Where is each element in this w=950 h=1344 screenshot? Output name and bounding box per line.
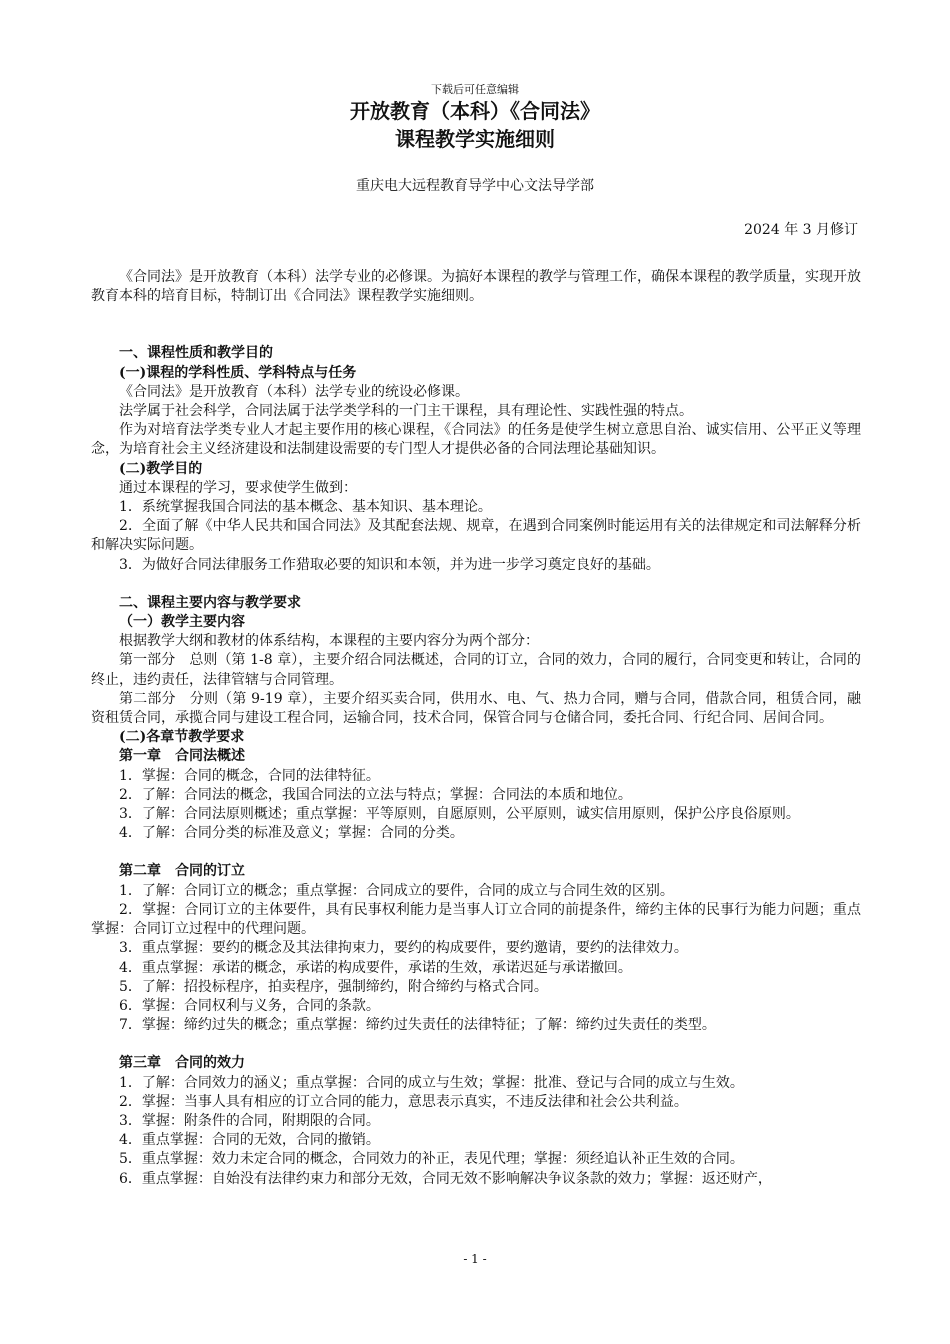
title-line-2: 课程教学实施细则 [395,127,555,151]
list-item: 4．了解：合同分类的标准及意义；掌握：合同的分类。 [119,825,464,842]
paragraph: 第一部分 总则（第 1-8 章），主要介绍合同法概述，合同的订立，合同的效力，合同的履行，合同变更和转让，合同的终止，违约责任，法律管辖与合同管理。 [91,652,861,688]
list-item: 4．重点掌握：承诺的概念，承诺的构成要件，承诺的生效，承诺迟延与承诺撤回。 [119,959,632,976]
list-item: 1．系统掌握我国合同法的基本概念、基本知识、基本理论。 [119,499,492,516]
list-item: 3．了解：合同法原则概述；重点掌握：平等原则，自愿原则，公平原则，诚实信用原则，保护公序良俗原则。 [119,806,800,823]
list-item: 2．了解：合同法的概念，我国合同法的立法与特点；掌握：合同法的本质和地位。 [119,786,632,803]
list-item: 6．重点掌握：自始没有法律约束力和部分无效，合同无效不影响解决争议条款的效力；掌握：返还财产， [119,1170,772,1187]
paragraph: 第二部分 分则（第 9-19 章），主要介绍买卖合同，供用水、电、气、热力合同，赠与合同，借款合同，租赁合同，融资租赁合同，承揽合同与建设工程合同，运输合同，技术合同，保管合同与仓储合同，委托合同、行纪合同、居间合同。 [91,690,861,727]
chapter-2-heading: 第二章 合同的订立 [119,863,245,880]
list-item: 4．重点掌握：合同的无效，合同的撤销。 [119,1132,380,1149]
list-item: 2．掌握：合同订立的主体要件，具有民事权利能力是当事人订立合同的前提条件，缔约主体的民事行为能力问题；重点掌握：合同订立过程中的代理问题。 [91,901,861,938]
list-item: 2．掌握：当事人具有相应的订立合同的能力，意思表示真实，不违反法律和社会公共利益。 [119,1093,688,1110]
revision-date: 2024 年 3 月修订 [744,222,858,238]
section-1-sub-1: (一)课程的学科性质、学科特点与任务 [119,364,357,381]
page-number: - 1 - [463,1252,487,1266]
section-1-heading: 一、课程性质和教学目的 [119,345,273,362]
paragraph: 通过本课程的学习，要求使学生做到： [119,479,357,496]
section-1-sub-2: (二)教学目的 [119,460,203,477]
list-item: 1．了解：合同订立的概念；重点掌握：合同成立的要件，合同的成立与合同生效的区别。 [119,882,674,899]
organization: 重庆电大远程教育导学中心文法导学部 [356,178,594,194]
intro-paragraph: 《合同法》是开放教育（本科）法学专业的必修课。为搞好本课程的教学与管理工作，确保本课程的教学质量，实现开放教育本科的培育目标，特制订出《合同法》课程教学实施细则。 [91,269,861,305]
list-item: 2．全面了解《中华人民共和国合同法》及其配套法规、规章，在遇到合同案例时能运用有关的法律规定和司法解释分析和解决实际问题。 [91,518,861,554]
title-line-1: 开放教育（本科）《合同法》 [350,99,600,123]
list-item: 6．掌握：合同权利与义务，合同的条款。 [119,997,380,1014]
section-2-sub-1: （一）教学主要内容 [119,614,245,631]
chapter-1-heading: 第一章 合同法概述 [119,748,245,765]
list-item: 3．掌握：附条件的合同，附期限的合同。 [119,1112,380,1129]
list-item: 5．了解：招投标程序，拍卖程序，强制缔约，附合缔约与格式合同。 [119,978,548,995]
list-item: 3．为做好合同法律服务工作猎取必要的知识和本领，并为进一步学习奠定良好的基础。 [119,556,660,573]
list-item: 5．重点掌握：效力未定合同的概念，合同效力的补正，表见代理；掌握：须经追认补正生效的合同。 [119,1151,744,1168]
paragraph: 根据教学大纲和教材的体系结构，本课程的主要内容分为两个部分： [119,633,539,650]
paragraph: 法学属于社会科学，合同法属于法学类学科的一门主干课程，具有理论性、实践性强的特点。 [119,403,693,420]
chapter-3-heading: 第三章 合同的效力 [119,1055,245,1072]
document-body [91,268,861,1189]
paragraph: 《合同法》是开放教育（本科）法学专业的统设必修课。 [119,383,469,400]
paragraph: 作为对培育法学类专业人才起主要作用的核心课程，《合同法》的任务是使学生树立意思自治、诚实信用、公平正义等理念，为培育社会主义经济建设和法制建设需要的专门型人才提供必备的合同法理论基础知识。 [91,422,861,458]
section-2-sub-2: (二)各章节教学要求 [119,729,245,746]
list-item: 7．掌握：缔约过失的概念；重点掌握：缔约过失责任的法律特征；了解：缔约过失责任的类型。 [119,1017,716,1034]
list-item: 3．重点掌握：要约的概念及其法律拘束力，要约的构成要件，要约邀请，要约的法律效力。 [119,940,688,957]
list-item: 1．了解：合同效力的涵义；重点掌握：合同的成立与生效；掌握：批准、登记与合同的成立与生效。 [119,1074,744,1091]
header-note: 下载后可任意编辑 [431,83,519,96]
list-item: 1．掌握：合同的概念，合同的法律特征。 [119,767,380,784]
section-2-heading: 二、课程主要内容与教学要求 [119,594,301,611]
